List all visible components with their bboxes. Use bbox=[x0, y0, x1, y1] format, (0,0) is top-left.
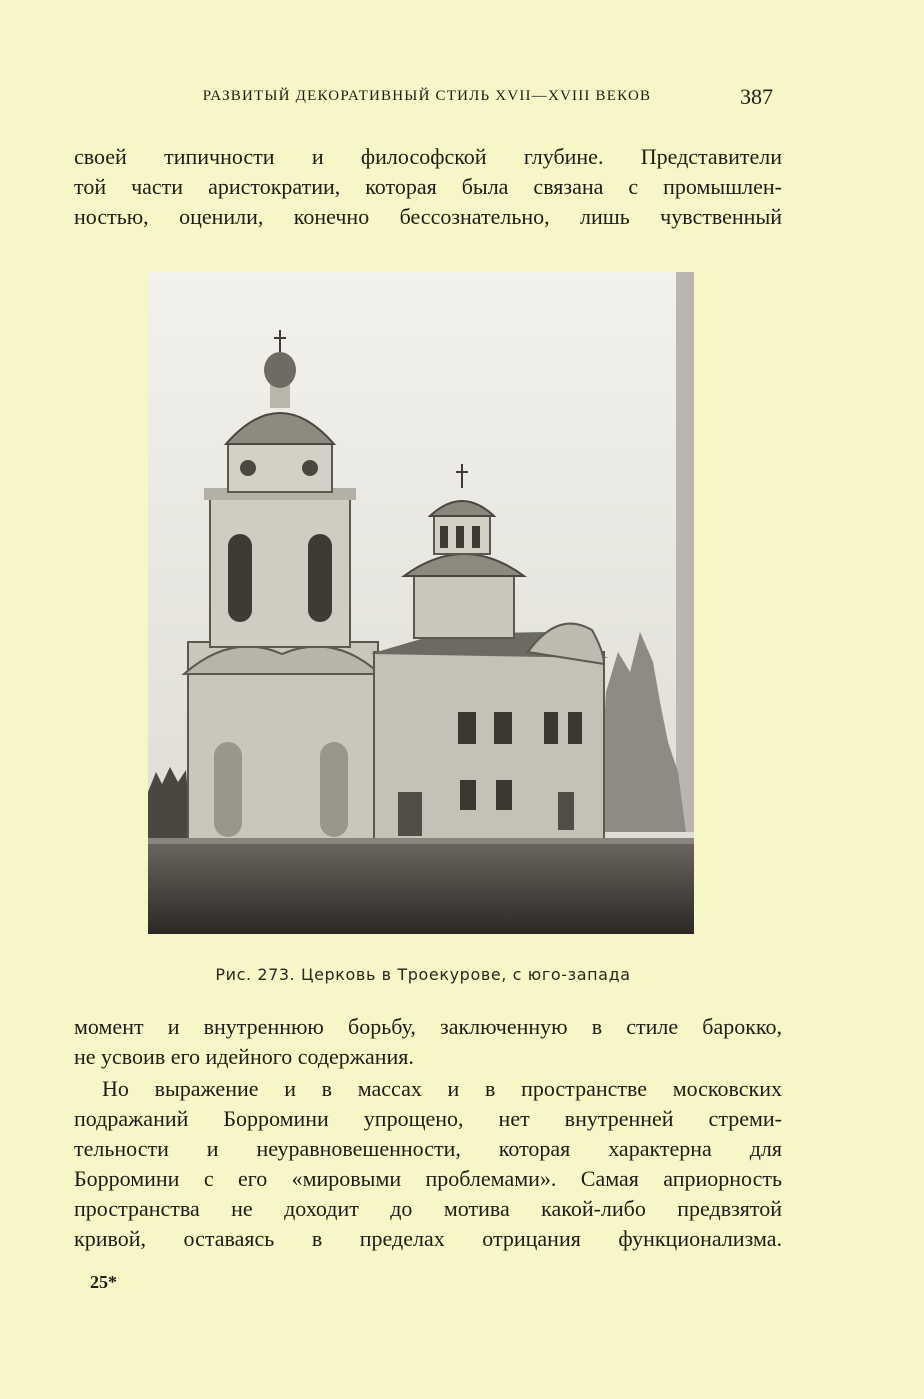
text-line: момент и внутреннюю борьбу, заключенную в стиле барокко, bbox=[74, 1014, 782, 1039]
text-line: Но выражение и в массах и в пространстве московских bbox=[102, 1076, 782, 1101]
signature-mark: 25* bbox=[90, 1272, 117, 1292]
paragraph-1 bbox=[74, 142, 782, 232]
text-line: своей типичности и философской глубине. Представители bbox=[74, 144, 782, 169]
text-line: той части аристократии, которая была связана с промышлен- bbox=[74, 174, 782, 199]
figure-caption: Рис. 273. Церковь в Троекурове, с юго-запада bbox=[215, 965, 631, 984]
page-number: 387 bbox=[740, 84, 773, 109]
text-line: кривой, оставаясь в пределах отрицания функционализма. bbox=[74, 1226, 782, 1251]
text-line: тельности и неуравновешенности, которая характерна для bbox=[74, 1136, 782, 1161]
text-line: подражаний Борромини упрощено, нет внутренней стреми- bbox=[74, 1106, 782, 1131]
text-line: пространства не доходит до мотива какой-либо предвзятой bbox=[74, 1196, 782, 1221]
church-photograph bbox=[148, 272, 694, 934]
text-line: ностью, оценили, конечно бессознательно, лишь чувственный bbox=[74, 204, 782, 229]
text-line: Борромини с его «мировыми проблемами». Самая априорность bbox=[74, 1166, 782, 1191]
text-line: не усвоив его идейного содержания. bbox=[74, 1044, 414, 1069]
paragraph-3 bbox=[74, 1074, 782, 1254]
running-head: РАЗВИТЫЙ ДЕКОРАТИВНЫЙ СТИЛЬ XVII—XVIII ВЕКОВ bbox=[202, 88, 652, 104]
paragraph-2 bbox=[74, 1012, 782, 1072]
